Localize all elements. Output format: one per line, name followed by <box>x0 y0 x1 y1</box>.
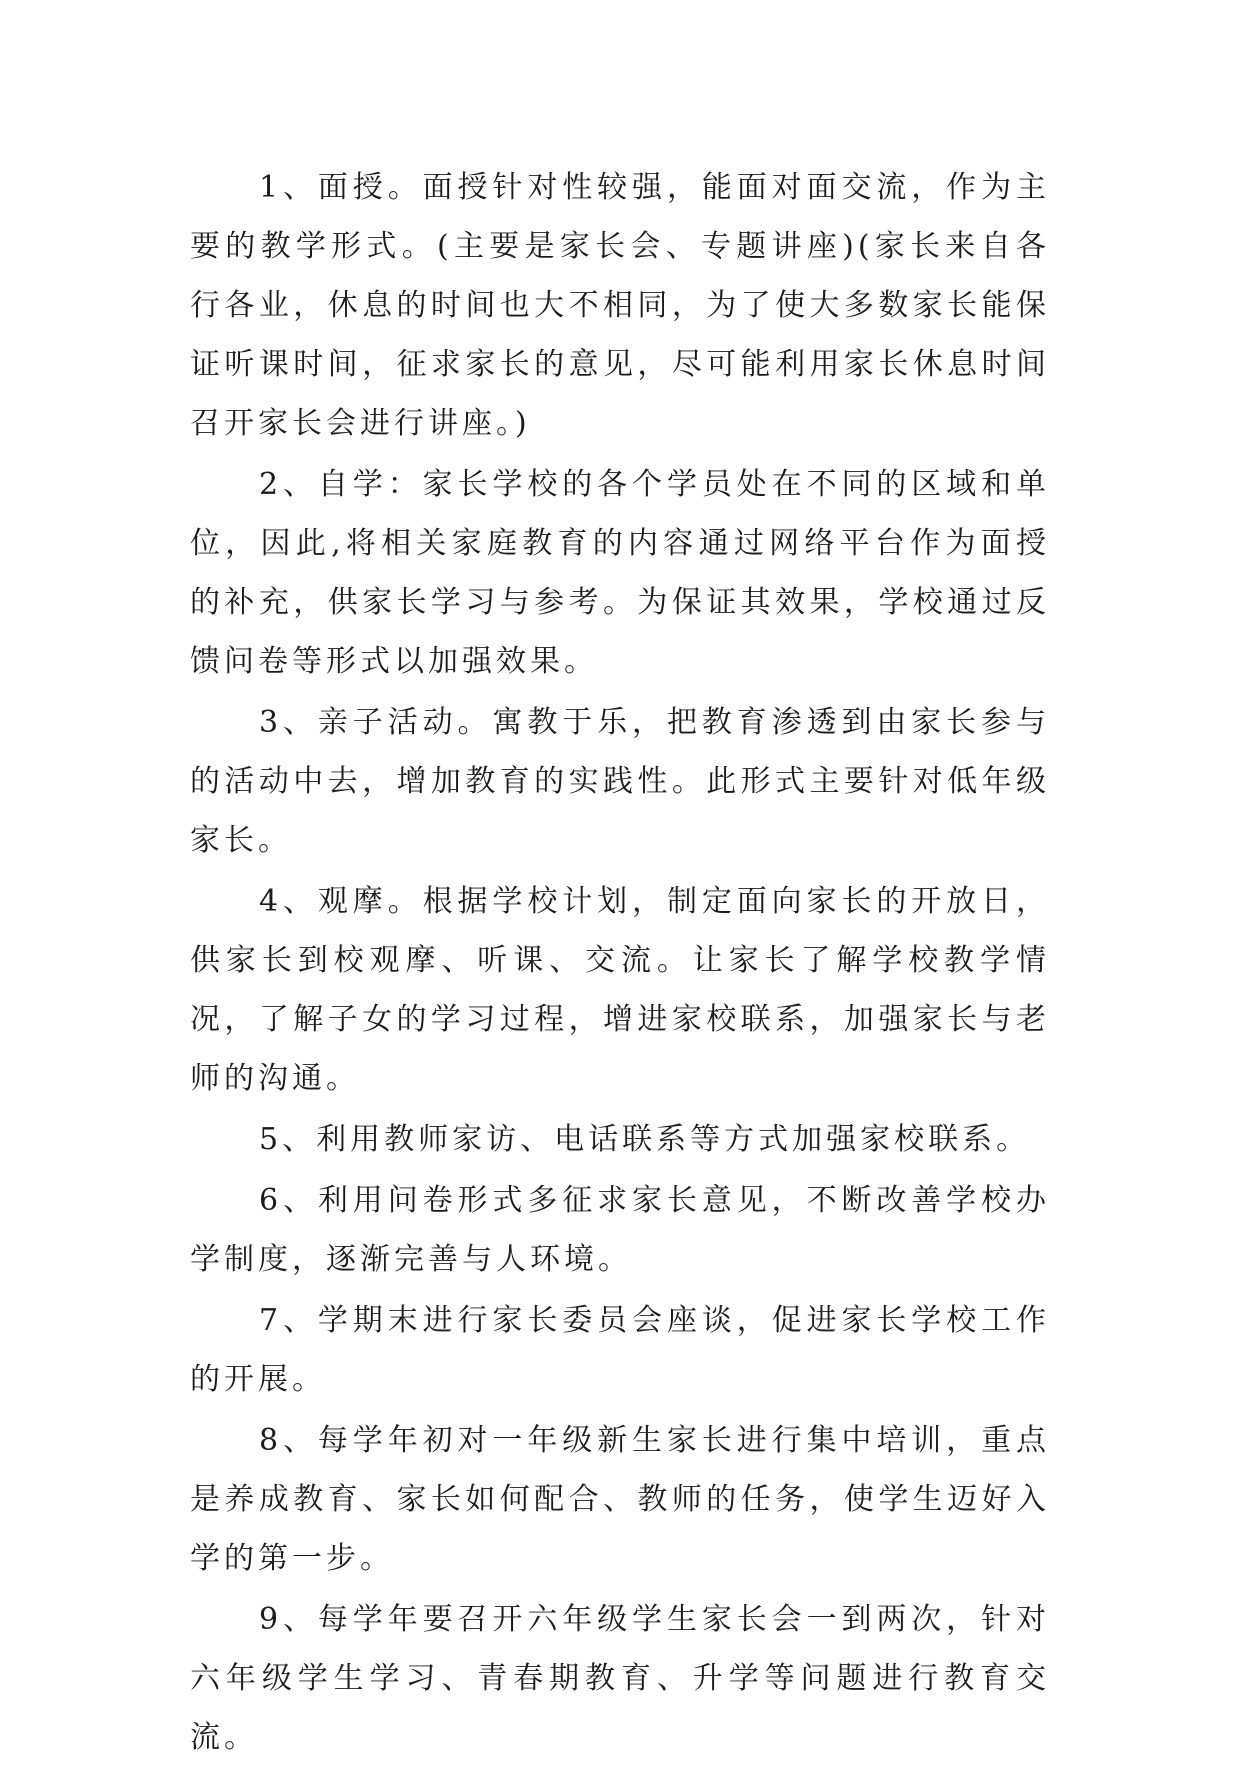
paragraph-4: 4、观摩。根据学校计划，制定面向家长的开放日，供家长到校观摩、听课、交流。让家长了解学校教学情况，了解子女的学习过程，增进家校联系，加强家长与老师的沟通。 <box>190 884 1050 1096</box>
paragraph-7: 7、学期末进行家长委员会座谈，促进家长学校工作的开展。 <box>190 1303 1050 1397</box>
paragraph-9: 9、每学年要召开六年级学生家长会一到两次，针对六年级学生学习、青春期教育、升学等问题进行教育交流。 <box>190 1602 1050 1755</box>
paragraph-2: 2、自学：家长学校的各个学员处在不同的区域和单位，因此,将相关家庭教育的内容通过网络平台作为面授的补充，供家长学习与参考。为保证其效果，学校通过反馈问卷等形式以加强效果。 <box>190 467 1050 679</box>
paragraph-1: 1、面授。面授针对性较强，能面对面交流，作为主要的教学形式。(主要是家长会、专题讲座)(家长来自各行各业，休息的时间也大不相同，为了使大多数家长能保证听课时间，征求家长的意见，尽可能利用家长休息时间召开家长会进行讲座。) <box>190 170 1050 441</box>
paragraph-8: 8、每学年初对一年级新生家长进行集中培训，重点是养成教育、家长如何配合、教师的任务，使学生迈好入学的第一步。 <box>190 1423 1050 1576</box>
paragraph-5: 5、利用教师家访、电话联系等方式加强家校联系。 <box>259 1122 1031 1157</box>
paragraph-3: 3、亲子活动。寓教于乐，把教育渗透到由家长参与的活动中去，增加教育的实践性。此形式主要针对低年级家长。 <box>190 705 1050 858</box>
paragraph-6: 6、利用问卷形式多征求家长意见，不断改善学校办学制度，逐渐完善与人环境。 <box>190 1183 1050 1277</box>
document-body <box>190 158 1050 1769</box>
